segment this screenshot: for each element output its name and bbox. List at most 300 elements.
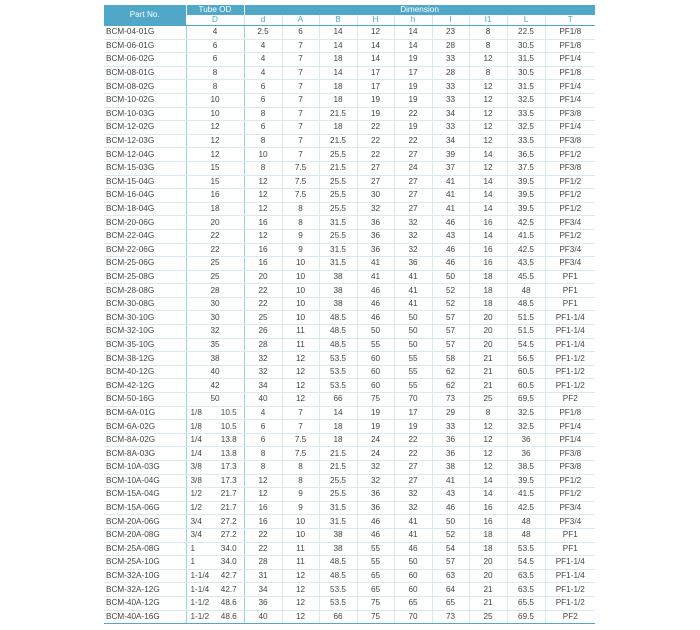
dim-l-cell: 60.5 [507, 379, 545, 393]
dim-h-cell: 32 [357, 461, 394, 475]
header-dimension: Dimension [244, 5, 595, 15]
dim-b-cell: 14 [319, 406, 357, 420]
dim-h-cell: 24 [357, 447, 394, 461]
dim-i1-cell: 18 [469, 284, 507, 298]
dim-l-cell: 53.5 [507, 542, 545, 556]
table-header [104, 5, 595, 26]
dim-i-cell: 50 [432, 515, 469, 529]
dim-d-cell: 12 [244, 189, 282, 203]
table-row [104, 175, 595, 189]
tube-od-cell: 21.7 [214, 488, 244, 502]
table-row [104, 53, 595, 67]
dim-i1-cell: 21 [469, 583, 507, 597]
part-number-cell: BCM-06-01G [104, 39, 186, 53]
dim-h-cell: 36 [357, 501, 394, 515]
dim-h-cell: 24 [394, 161, 432, 175]
dim-a-cell: 7 [282, 148, 319, 162]
dim-d-cell: 22 [244, 542, 282, 556]
tube-od-cell: 13.8 [214, 433, 244, 447]
tube-od-inch-cell: 1/8 [186, 420, 214, 434]
dim-h-cell: 14 [394, 39, 432, 53]
table-row [104, 257, 595, 271]
tube-od-cell: 30 [186, 297, 244, 311]
dim-d-cell: 32 [244, 365, 282, 379]
header-dim: A [282, 15, 319, 26]
dim-i-cell: 62 [432, 365, 469, 379]
tube-od-cell: 42.7 [214, 583, 244, 597]
spec-table-container [104, 5, 595, 624]
table-row [104, 420, 595, 434]
part-number-cell: BCM-16-04G [104, 189, 186, 203]
tube-od-cell: 38 [186, 352, 244, 366]
tube-od-cell: 17.3 [214, 474, 244, 488]
dim-i-cell: 28 [432, 39, 469, 53]
dim-t-cell: PF1-1/2 [545, 379, 595, 393]
dim-d-cell: 16 [244, 501, 282, 515]
dim-b-cell: 38 [319, 297, 357, 311]
dim-b-cell: 25.5 [319, 189, 357, 203]
dim-i1-cell: 14 [469, 202, 507, 216]
table-row [104, 393, 595, 407]
dim-d-cell: 4 [244, 39, 282, 53]
part-number-cell: BCM-10-03G [104, 107, 186, 121]
dim-t-cell: PF1/4 [545, 433, 595, 447]
tube-od-cell: 4 [186, 26, 244, 40]
dim-t-cell: PF3/4 [545, 243, 595, 257]
dim-t-cell: PF1/2 [545, 175, 595, 189]
dim-b-cell: 31.5 [319, 515, 357, 529]
part-number-cell: BCM-32-10G [104, 325, 186, 339]
table-row [104, 488, 595, 502]
dim-a-cell: 7.5 [282, 447, 319, 461]
dim-i-cell: 43 [432, 229, 469, 243]
dim-t-cell: PF1 [545, 542, 595, 556]
table-row [104, 338, 595, 352]
dim-h-cell: 19 [394, 121, 432, 135]
dim-i-cell: 57 [432, 556, 469, 570]
dim-t-cell: PF1-1/2 [545, 583, 595, 597]
dim-i1-cell: 14 [469, 488, 507, 502]
table-row [104, 93, 595, 107]
dim-i-cell: 64 [432, 583, 469, 597]
dim-d-cell: 6 [244, 121, 282, 135]
table-row [104, 161, 595, 175]
dim-t-cell: PF1-1/2 [545, 596, 595, 610]
dim-h-cell: 22 [357, 148, 394, 162]
dim-l-cell: 31.5 [507, 80, 545, 94]
dim-b-cell: 53.5 [319, 596, 357, 610]
dim-t-cell: PF1 [545, 270, 595, 284]
dim-i1-cell: 12 [469, 80, 507, 94]
dim-h-cell: 17 [357, 80, 394, 94]
dim-i1-cell: 14 [469, 474, 507, 488]
dim-i1-cell: 8 [469, 26, 507, 40]
dim-h-cell: 65 [357, 569, 394, 583]
dim-h-cell: 55 [357, 556, 394, 570]
dim-i1-cell: 12 [469, 447, 507, 461]
tube-od-cell: 6 [186, 53, 244, 67]
dim-a-cell: 12 [282, 610, 319, 624]
dim-i1-cell: 14 [469, 229, 507, 243]
dim-d-cell: 40 [244, 610, 282, 624]
dim-l-cell: 32.5 [507, 420, 545, 434]
table-row [104, 406, 595, 420]
part-number-cell: BCM-12-04G [104, 148, 186, 162]
dim-h-cell: 75 [357, 596, 394, 610]
dim-l-cell: 41.5 [507, 488, 545, 502]
tube-od-cell: 13.8 [214, 447, 244, 461]
dim-t-cell: PF2 [545, 393, 595, 407]
dim-t-cell: PF1/2 [545, 488, 595, 502]
dim-h-cell: 32 [394, 216, 432, 230]
part-number-cell: BCM-8A-03G [104, 447, 186, 461]
tube-od-cell: 27.2 [214, 515, 244, 529]
dim-l-cell: 63.5 [507, 583, 545, 597]
dim-t-cell: PF1/4 [545, 53, 595, 67]
dim-t-cell: PF1/4 [545, 80, 595, 94]
dim-h-cell: 75 [357, 610, 394, 624]
tube-od-cell: 30 [186, 311, 244, 325]
dim-i-cell: 34 [432, 134, 469, 148]
dim-d-cell: 31 [244, 569, 282, 583]
dim-l-cell: 33.5 [507, 134, 545, 148]
dim-a-cell: 9 [282, 243, 319, 257]
dim-h-cell: 32 [357, 202, 394, 216]
dim-l-cell: 48.5 [507, 297, 545, 311]
table-row [104, 556, 595, 570]
tube-od-cell: 40 [186, 365, 244, 379]
dim-i1-cell: 12 [469, 93, 507, 107]
dim-t-cell: PF1/2 [545, 474, 595, 488]
dim-h-cell: 22 [357, 121, 394, 135]
dim-i-cell: 73 [432, 610, 469, 624]
dim-b-cell: 38 [319, 284, 357, 298]
table-row [104, 229, 595, 243]
dim-a-cell: 6 [282, 26, 319, 40]
dim-h-cell: 27 [357, 161, 394, 175]
table-row [104, 66, 595, 80]
tube-od-cell: 50 [186, 393, 244, 407]
dim-h-cell: 32 [394, 243, 432, 257]
dim-l-cell: 22.5 [507, 26, 545, 40]
dim-a-cell: 7 [282, 80, 319, 94]
dim-b-cell: 31.5 [319, 243, 357, 257]
dim-h-cell: 75 [357, 393, 394, 407]
dim-h-cell: 27 [394, 148, 432, 162]
dim-h-cell: 55 [394, 379, 432, 393]
dim-h-cell: 50 [357, 325, 394, 339]
tube-od-inch-cell: 1-1/2 [186, 610, 214, 624]
tube-od-cell: 32 [186, 325, 244, 339]
part-number-cell: BCM-25A-08G [104, 542, 186, 556]
dim-a-cell: 7.5 [282, 433, 319, 447]
tube-od-inch-cell: 3/4 [186, 528, 214, 542]
dim-i-cell: 50 [432, 270, 469, 284]
dim-h-cell: 55 [357, 338, 394, 352]
dim-b-cell: 25.5 [319, 488, 357, 502]
header-dim: B [319, 15, 357, 26]
dim-l-cell: 54.5 [507, 556, 545, 570]
dim-i-cell: 46 [432, 257, 469, 271]
part-number-cell: BCM-12-02G [104, 121, 186, 135]
dim-h-cell: 60 [357, 379, 394, 393]
dim-i-cell: 33 [432, 121, 469, 135]
dim-b-cell: 18 [319, 121, 357, 135]
dim-d-cell: 8 [244, 461, 282, 475]
dim-i1-cell: 18 [469, 542, 507, 556]
table-row [104, 202, 595, 216]
dim-h-cell: 65 [394, 596, 432, 610]
dim-d-cell: 40 [244, 393, 282, 407]
dim-t-cell: PF3/8 [545, 461, 595, 475]
dim-t-cell: PF1-1/4 [545, 338, 595, 352]
tube-od-cell: 34.0 [214, 556, 244, 570]
dim-h-cell: 19 [394, 93, 432, 107]
dim-t-cell: PF3/8 [545, 447, 595, 461]
tube-od-inch-cell: 1 [186, 542, 214, 556]
tube-od-inch-cell: 1/4 [186, 447, 214, 461]
dim-i-cell: 63 [432, 569, 469, 583]
dim-t-cell: PF1-1/4 [545, 325, 595, 339]
table-body [104, 26, 595, 624]
dim-h-cell: 22 [394, 134, 432, 148]
part-number-cell: BCM-08-01G [104, 66, 186, 80]
tube-od-cell: 8 [186, 80, 244, 94]
dim-i-cell: 41 [432, 189, 469, 203]
dim-t-cell: PF1 [545, 528, 595, 542]
dim-t-cell: PF1/2 [545, 229, 595, 243]
dim-i-cell: 54 [432, 542, 469, 556]
dim-i1-cell: 12 [469, 161, 507, 175]
dim-b-cell: 48.5 [319, 325, 357, 339]
dim-l-cell: 56.5 [507, 352, 545, 366]
dim-h-cell: 55 [357, 542, 394, 556]
dim-b-cell: 66 [319, 610, 357, 624]
dim-h-cell: 27 [394, 461, 432, 475]
dim-d-cell: 6 [244, 420, 282, 434]
dim-i1-cell: 14 [469, 148, 507, 162]
part-number-cell: BCM-35-10G [104, 338, 186, 352]
dim-t-cell: PF1/8 [545, 406, 595, 420]
part-number-cell: BCM-10A-03G [104, 461, 186, 475]
tube-od-cell: 42 [186, 379, 244, 393]
dim-l-cell: 39.5 [507, 474, 545, 488]
part-number-cell: BCM-30-10G [104, 311, 186, 325]
dim-h-cell: 41 [394, 297, 432, 311]
dim-i-cell: 57 [432, 311, 469, 325]
tube-od-cell: 12 [186, 121, 244, 135]
dim-a-cell: 10 [282, 528, 319, 542]
dim-t-cell: PF1/4 [545, 420, 595, 434]
table-row [104, 270, 595, 284]
dim-i1-cell: 12 [469, 420, 507, 434]
dim-h-cell: 19 [357, 406, 394, 420]
dim-b-cell: 21.5 [319, 134, 357, 148]
dim-a-cell: 7.5 [282, 175, 319, 189]
table-row [104, 284, 595, 298]
table-row [104, 583, 595, 597]
dim-t-cell: PF1-1/2 [545, 365, 595, 379]
dim-i-cell: 33 [432, 93, 469, 107]
dim-h-cell: 27 [394, 202, 432, 216]
dim-t-cell: PF2 [545, 610, 595, 624]
dim-h-cell: 19 [357, 420, 394, 434]
dim-d-cell: 6 [244, 80, 282, 94]
dim-l-cell: 48 [507, 515, 545, 529]
tube-od-inch-cell: 1 [186, 556, 214, 570]
dim-i1-cell: 18 [469, 297, 507, 311]
dim-a-cell: 7 [282, 93, 319, 107]
part-number-cell: BCM-15-03G [104, 161, 186, 175]
dim-i-cell: 36 [432, 447, 469, 461]
dim-b-cell: 38 [319, 542, 357, 556]
dim-i-cell: 39 [432, 148, 469, 162]
dim-h-cell: 32 [394, 488, 432, 502]
dim-l-cell: 42.5 [507, 501, 545, 515]
dim-a-cell: 12 [282, 596, 319, 610]
tube-od-inch-cell: 3/8 [186, 474, 214, 488]
dim-l-cell: 51.5 [507, 311, 545, 325]
dim-t-cell: PF1 [545, 284, 595, 298]
part-number-cell: BCM-15-04G [104, 175, 186, 189]
dim-a-cell: 7 [282, 406, 319, 420]
dim-a-cell: 7 [282, 53, 319, 67]
dim-t-cell: PF1/4 [545, 121, 595, 135]
dim-d-cell: 8 [244, 134, 282, 148]
dim-a-cell: 12 [282, 569, 319, 583]
part-number-cell: BCM-42-12G [104, 379, 186, 393]
table-row [104, 325, 595, 339]
dim-t-cell: PF1/2 [545, 202, 595, 216]
dim-d-cell: 8 [244, 447, 282, 461]
dim-i1-cell: 16 [469, 216, 507, 230]
part-number-cell: BCM-20-06G [104, 216, 186, 230]
table-row [104, 148, 595, 162]
table-row [104, 26, 595, 40]
dim-h-cell: 55 [394, 365, 432, 379]
dim-i-cell: 33 [432, 420, 469, 434]
dim-d-cell: 12 [244, 202, 282, 216]
dim-h-cell: 32 [394, 501, 432, 515]
part-number-cell: BCM-40A-16G [104, 610, 186, 624]
dim-t-cell: PF1 [545, 297, 595, 311]
dim-a-cell: 8 [282, 474, 319, 488]
dim-b-cell: 48.5 [319, 311, 357, 325]
dim-a-cell: 7 [282, 107, 319, 121]
dim-t-cell: PF1/2 [545, 148, 595, 162]
table-row [104, 515, 595, 529]
tube-od-cell: 22 [186, 229, 244, 243]
dim-a-cell: 12 [282, 379, 319, 393]
dim-t-cell: PF3/8 [545, 107, 595, 121]
part-number-cell: BCM-25-08G [104, 270, 186, 284]
dim-i1-cell: 14 [469, 189, 507, 203]
table-row [104, 610, 595, 624]
dim-d-cell: 16 [244, 243, 282, 257]
tube-od-cell: 27.2 [214, 528, 244, 542]
dim-d-cell: 34 [244, 379, 282, 393]
dim-i-cell: 58 [432, 352, 469, 366]
dim-i-cell: 73 [432, 393, 469, 407]
dim-d-cell: 12 [244, 229, 282, 243]
dim-i1-cell: 12 [469, 121, 507, 135]
dim-i1-cell: 12 [469, 107, 507, 121]
dim-d-cell: 22 [244, 284, 282, 298]
tube-od-cell: 17.3 [214, 461, 244, 475]
header-part-no: Part No. [104, 5, 186, 26]
dim-d-cell: 22 [244, 297, 282, 311]
part-number-cell: BCM-06-02G [104, 53, 186, 67]
dim-d-cell: 6 [244, 93, 282, 107]
dim-l-cell: 45.5 [507, 270, 545, 284]
header-dim: H [357, 15, 394, 26]
part-number-cell: BCM-20A-06G [104, 515, 186, 529]
part-number-cell: BCM-15A-04G [104, 488, 186, 502]
dim-h-cell: 36 [357, 229, 394, 243]
dim-l-cell: 36 [507, 433, 545, 447]
spec-table [104, 5, 596, 624]
dim-i1-cell: 20 [469, 311, 507, 325]
dim-i-cell: 52 [432, 284, 469, 298]
dim-d-cell: 10 [244, 148, 282, 162]
part-number-cell: BCM-20A-08G [104, 528, 186, 542]
dim-i1-cell: 12 [469, 134, 507, 148]
dim-h-cell: 55 [394, 352, 432, 366]
dim-h-cell: 27 [394, 189, 432, 203]
dim-b-cell: 31.5 [319, 257, 357, 271]
dim-d-cell: 6 [244, 433, 282, 447]
dim-i-cell: 28 [432, 66, 469, 80]
dim-l-cell: 39.5 [507, 175, 545, 189]
dim-a-cell: 9 [282, 229, 319, 243]
dim-h-cell: 41 [357, 257, 394, 271]
dim-l-cell: 42.5 [507, 243, 545, 257]
dim-i1-cell: 20 [469, 569, 507, 583]
part-number-cell: BCM-22-06G [104, 243, 186, 257]
tube-od-cell: 20 [186, 216, 244, 230]
tube-od-inch-cell: 3/4 [186, 515, 214, 529]
tube-od-inch-cell: 1/2 [186, 488, 214, 502]
header-dim: I1 [469, 15, 507, 26]
part-number-cell: BCM-28-08G [104, 284, 186, 298]
table-row [104, 311, 595, 325]
dim-i-cell: 23 [432, 26, 469, 40]
dim-i1-cell: 16 [469, 515, 507, 529]
dim-d-cell: 12 [244, 488, 282, 502]
dim-i1-cell: 21 [469, 352, 507, 366]
dim-b-cell: 25.5 [319, 175, 357, 189]
dim-b-cell: 25.5 [319, 202, 357, 216]
part-number-cell: BCM-18-04G [104, 202, 186, 216]
dim-i-cell: 36 [432, 433, 469, 447]
tube-od-cell: 12 [186, 148, 244, 162]
dim-b-cell: 25.5 [319, 474, 357, 488]
dim-a-cell: 7 [282, 121, 319, 135]
dim-h-cell: 17 [357, 66, 394, 80]
header-dim: L [507, 15, 545, 26]
dim-h-cell: 22 [394, 447, 432, 461]
table-row [104, 134, 595, 148]
dim-i1-cell: 25 [469, 393, 507, 407]
dim-h-cell: 46 [357, 284, 394, 298]
dim-a-cell: 10 [282, 284, 319, 298]
dim-a-cell: 7.5 [282, 189, 319, 203]
dim-t-cell: PF1/2 [545, 189, 595, 203]
dim-t-cell: PF1/8 [545, 39, 595, 53]
part-number-cell: BCM-08-02G [104, 80, 186, 94]
tube-od-cell: 25 [186, 257, 244, 271]
dim-h-cell: 27 [357, 175, 394, 189]
